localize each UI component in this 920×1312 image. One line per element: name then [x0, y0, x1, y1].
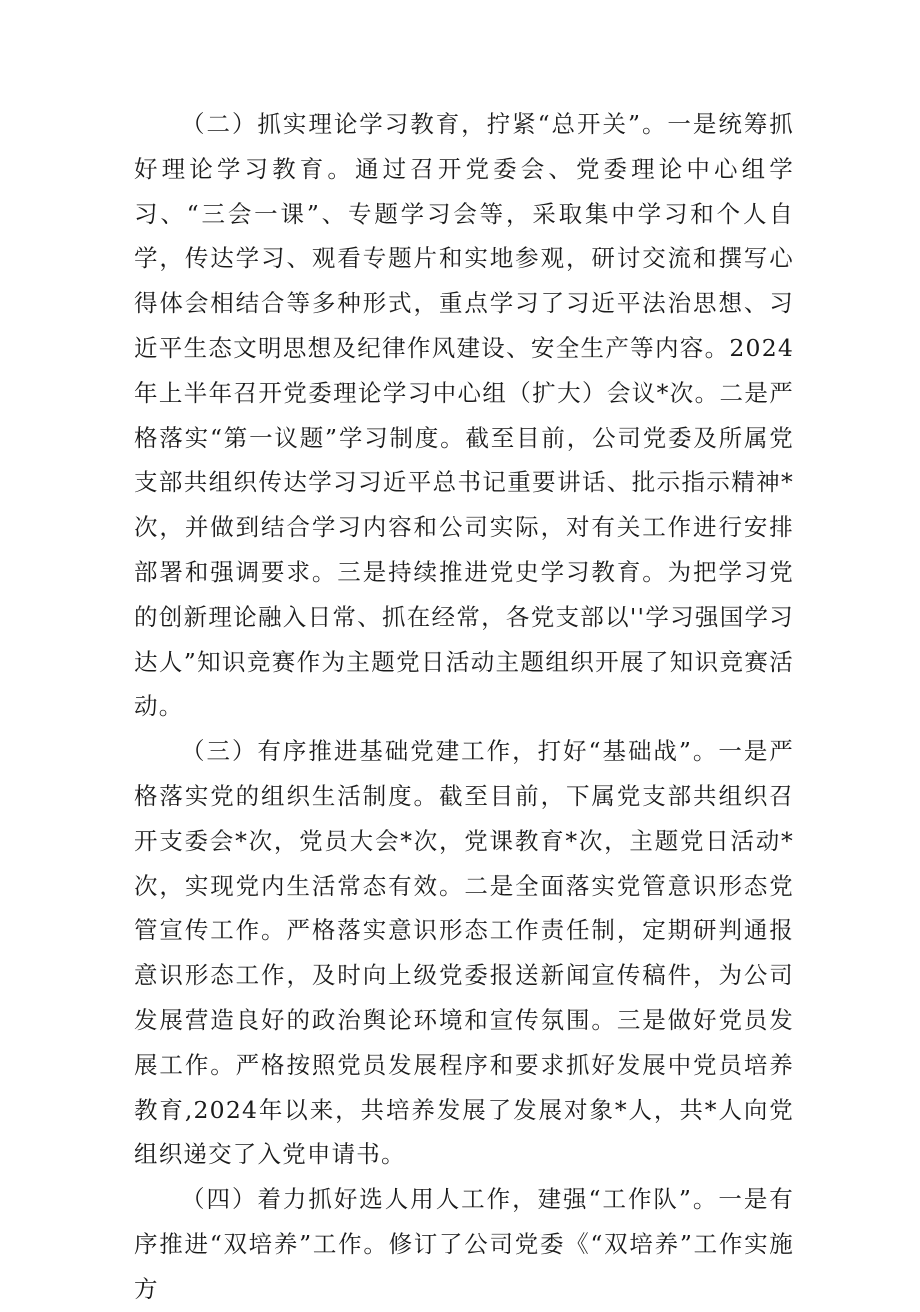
document-body: [134, 102, 794, 1312]
paragraph-party-building: （三）有序推进基础党建工作，打好“基础战”。一是严格落实党的组织生活制度。截至目前，下属党支部共组织召开支委会*次，党员大会*次，党课教育*次，主题党日活动*次，实现党内生活常态有效。二是全面落实党管意识形态党管宣传工作。严格落实意识形态工作责任制，定期研判通报意识形态工作，及时向上级党委报送新闻宣传稿件，为公司发展营造良好的政治舆论环境和宣传氛围。三是做好党员发展工作。严格按照党员发展程序和要求抓好发展中党员培养教育,2024年以来，共培养发展了发展对象*人，共*人向党组织递交了入党申请书。: [134, 737, 794, 1169]
paragraph-theory-study: （二）抓实理论学习教育，拧紧“总开关”。一是统筹抓好理论学习教育。通过召开党委会、党委理论中心组学习、“三会一课”、专题学习会等，采取集中学习和个人自学，传达学习、观看专题片和实地参观，研讨交流和撰写心得体会相结合等多种形式，重点学习了习近平法治思想、习近平生态文明思想及纪律作风建设、安全生产等内容。2024年上半年召开党委理论学习中心组（扩大）会议*次。二是严格落实“第一议题”学习制度。截至目前，公司党委及所属党支部共组织传达学习习近平总书记重要讲话、批示指示精神*次，并做到结合学习内容和公司实际，对有关工作进行安排部署和强调要求。三是持续推进党史学习教育。为把学习党的创新理论融入日常、抓在经常，各党支部以''学习强国学习达人”知识竞赛作为主题党日活动主题组织开展了知识竞赛活动。: [134, 110, 794, 721]
paragraph-personnel-selection: （四）着力抓好选人用人工作，建强“工作队”。一是有序推进“双培养”工作。修订了公司党委《“双培养”工作实施方: [134, 1185, 794, 1303]
